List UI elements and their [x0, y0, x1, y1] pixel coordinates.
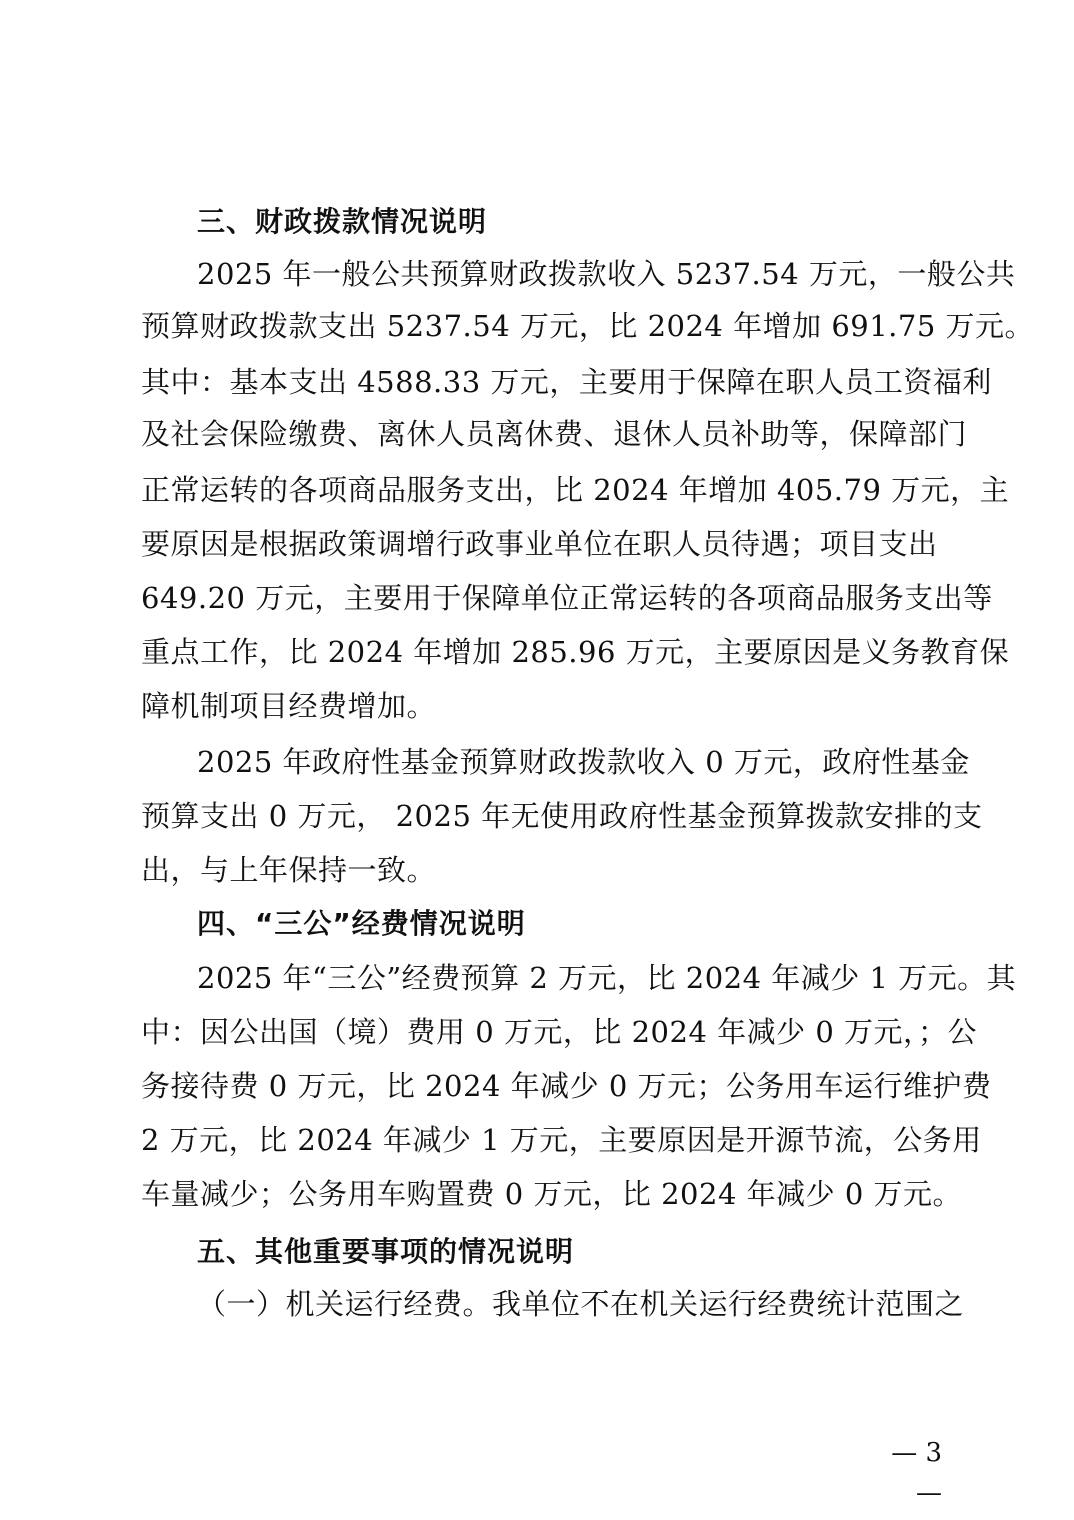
paragraph-line: 车量减少；公务用车购置费 0 万元，比 2024 年减少 0 万元。 — [141, 1177, 963, 1211]
section-heading-other-matters: 五、其他重要事项的情况说明 — [197, 1235, 575, 1268]
paragraph-line: 预算财政拨款支出 5237.54 万元，比 2024 年增加 691.75 万元。 — [141, 309, 1035, 343]
paragraph-line: 2025 年一般公共预算财政拨款收入 5237.54 万元，一般公共 — [197, 257, 1016, 291]
paragraph-line: 正常运转的各项商品服务支出，比 2024 年增加 405.79 万元，主 — [141, 473, 1010, 507]
paragraph-line: 及社会保险缴费、离休人员离休费、退休人员补助等，保障部门 — [141, 417, 968, 451]
section-heading-three-public-expenses: 四、“三公”经费情况说明 — [197, 907, 526, 940]
paragraph-line: 务接待费 0 万元，比 2024 年减少 0 万元；公务用车运行维护费 — [141, 1069, 992, 1103]
paragraph-line: 预算支出 0 万元， 2025 年无使用政府性基金预算拨款安排的支 — [141, 799, 983, 833]
paragraph-line: 其中：基本支出 4588.33 万元，主要用于保障在职人员工资福利 — [141, 365, 992, 399]
section-heading-fiscal-appropriation: 三、财政拨款情况说明 — [197, 205, 488, 238]
paragraph-line: 中：因公出国（境）费用 0 万元，比 2024 年减少 0 万元，；公 — [141, 1015, 978, 1049]
paragraph-line: 要原因是根据政策调增行政事业单位在职人员待遇；项目支出 — [141, 527, 938, 561]
paragraph-line: 649.20 万元，主要用于保障单位正常运转的各项商品服务支出等 — [141, 581, 993, 615]
paragraph-line: 2025 年“三公”经费预算 2 万元，比 2024 年减少 1 万元。其 — [197, 961, 1017, 995]
paragraph-line: 2025 年政府性基金预算财政拨款收入 0 万元，政府性基金 — [197, 745, 970, 779]
paragraph-line: 重点工作，比 2024 年增加 285.96 万元，主要原因是义务教育保 — [141, 635, 1010, 669]
paragraph-line: 障机制项目经费增加。 — [141, 689, 437, 723]
paragraph-line: 出，与上年保持一致。 — [141, 853, 437, 887]
paragraph-line: 2 万元，比 2024 年减少 1 万元，主要原因是开源节流，公务用 — [141, 1123, 982, 1157]
paragraph-line: （一）机关运行经费。我单位不在机关运行经费统计范围之 — [197, 1287, 965, 1321]
page-number: — 3 — — [891, 1438, 942, 1508]
